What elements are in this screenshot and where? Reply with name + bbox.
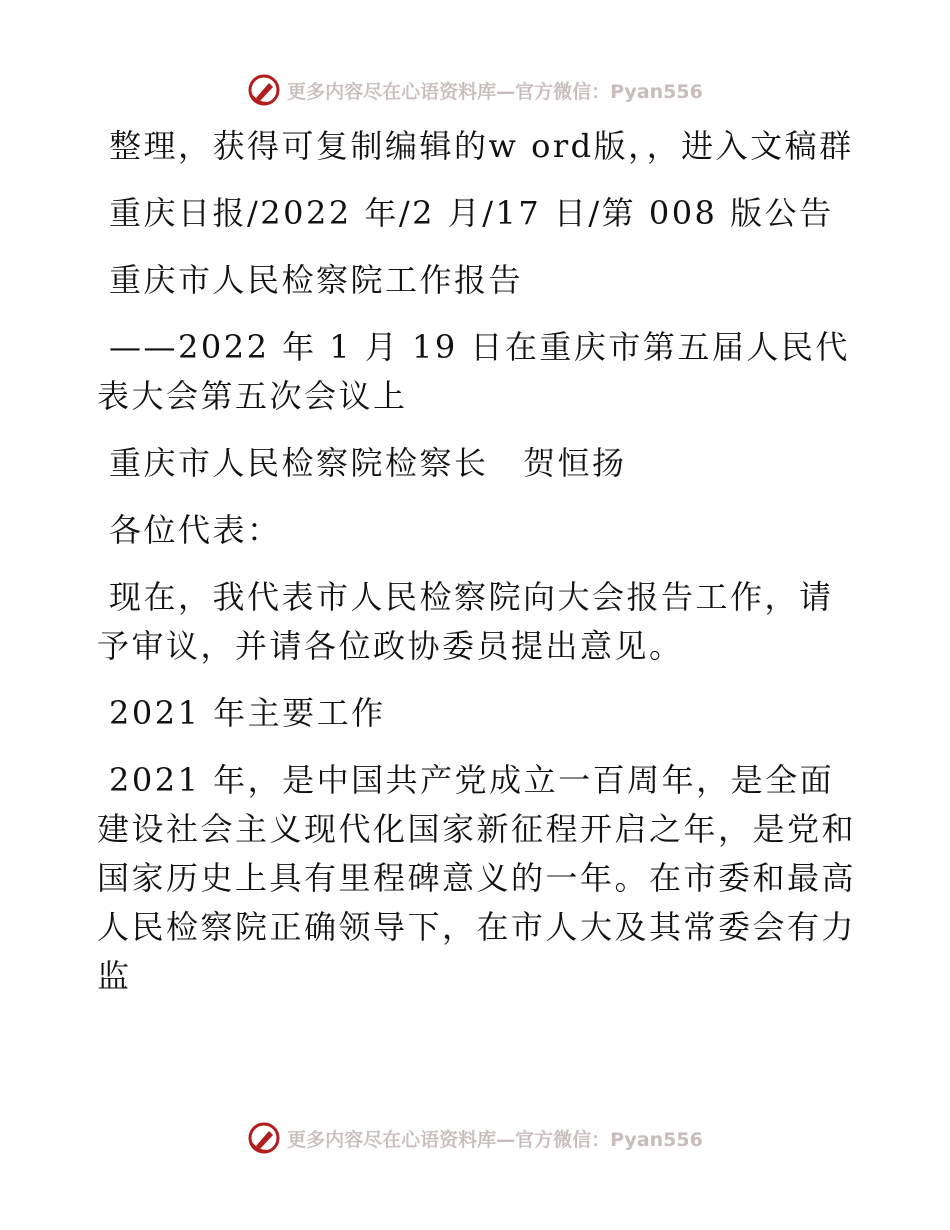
- section-heading: 2021 年主要工作: [109, 694, 386, 732]
- salutation: 各位代表：: [109, 511, 282, 549]
- pen-logo-icon: [247, 73, 281, 107]
- opening-paragraph: 现在，我代表市人民检察院向大会报告工作，请予审议，并请各位政协委员提出意见。: [97, 578, 834, 665]
- document-body: [97, 122, 857, 1001]
- report-author: 重庆市人民检察院检察长 贺恒扬: [109, 444, 627, 482]
- watermark-text: 更多内容尽在心语资料库—官方微信：Pyan556: [287, 1128, 703, 1151]
- source-line: 重庆日报/2022 年/2 月/17 日/第 008 版公告: [109, 194, 834, 232]
- watermark-footer: [0, 1118, 950, 1158]
- watermark-text: 更多内容尽在心语资料库—官方微信：Pyan556: [287, 80, 703, 103]
- watermark-header: [0, 70, 950, 110]
- intro-paragraph: 整理，获得可复制编辑的w ord版，，进入文稿群: [109, 127, 854, 165]
- report-subtitle: ——2022 年 1 月 19 日在重庆市第五届人民代表大会第五次会议上: [97, 328, 850, 415]
- body-paragraph: 2021 年，是中国共产党成立一百周年，是全面建设社会主义现代化国家新征程开启之年，是党和国家历史上具有里程碑意义的一年。在市委和最高人民检察院正确领导下，在市人大及其常委会有力监: [97, 761, 857, 995]
- pen-logo-icon: [247, 1121, 281, 1155]
- report-title: 重庆市人民检察院工作报告: [109, 261, 524, 299]
